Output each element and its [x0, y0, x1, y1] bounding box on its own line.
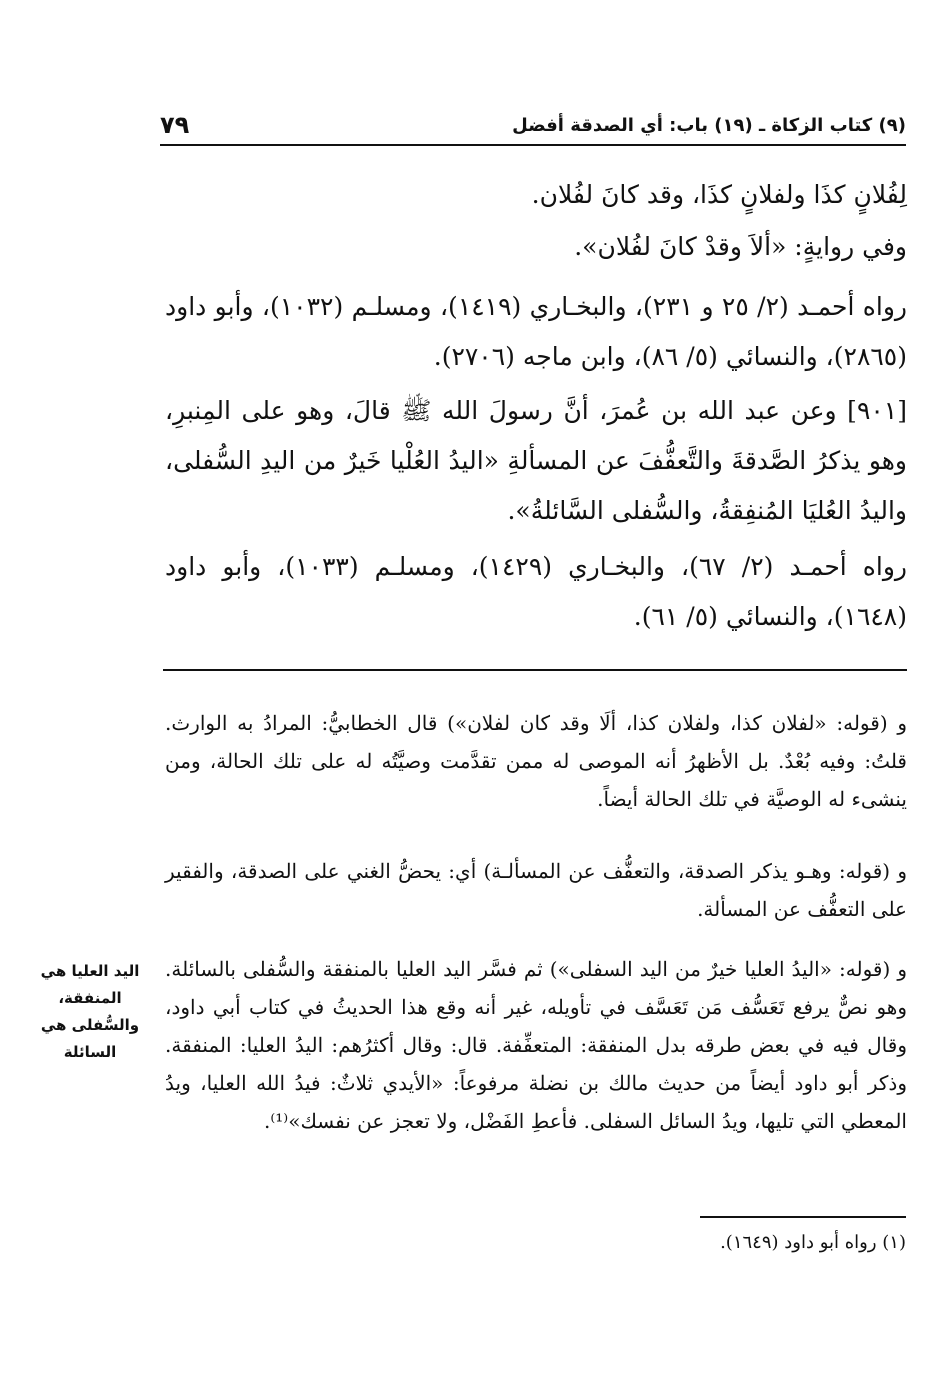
hadith-sources-900: رواه أحمـد (٢/ ٢٥ و ٢٣١)، والبخـاري (١٤١٩)، ومسلـم (١٠٣٢)، وأبو داود (٢٨٦٥)، والنسائي (٥/ ٨٦)، وابن ماجه (٢٧٠٦).	[165, 292, 907, 371]
hadith-variant-narration: وفي روايةٍ: «ألاَ وقدْ كانَ لفُلان».	[574, 232, 907, 261]
commentary-paragraph: و (قوله: وهـو يذكر الصدقة، والتعفُّف عن المسألـة) أي: يحضُّ الغني على الصدقة، والفقير على التعفُّف عن المسألة.	[165, 859, 907, 921]
hadith-901-text: [٩٠١] وعن عبد الله بن عُمرَ، أنَّ رسولَ الله ﷺ قالَ، وهو على المِنبرِ، وهو يذكرُ الصَّدقةَ والتَّعفُّفَ عن المسألةِ «اليدُ العُلْيا خَيرٌ من اليدِ السُّفلى، واليدُ العُليَا المُنفِقةُ، والسُّفلى السَّائلةُ».	[165, 396, 907, 525]
margin-note: اليد العليا هي المنفقة، والسُّفلى هي السائلة	[40, 962, 140, 1061]
page-number: ٧٩	[160, 111, 190, 139]
header-rule	[160, 144, 906, 146]
commentary-paragraph: و (قوله: «لفلان كذا، ولفلان كذا، ألَا وقد كان لفلان») قال الخطابيُّ: المرادُ به الوارث. قلتُ: وفيه بُعْدٌ. بل الأظهرُ أنه الموصى له ممن تقدَّمت وصيَّتُه له على تلك الحالة، ومن ينشىء له الوصيَّة في تلك الحالة أيضاً.	[165, 711, 907, 811]
commentary-separator	[163, 669, 907, 671]
running-head: (٩) كتاب الزكاة ـ (١٩) باب: أي الصدقة أفضل	[512, 114, 906, 136]
footnote: (١) رواه أبو داود (١٦٤٩).	[720, 1232, 906, 1253]
hadith-continuation: لِفُلانٍ كذَا ولفلانٍ كذَا، وقد كانَ لفُلان.	[531, 180, 907, 209]
hadith-sources-901: رواه أحمـد (٢/ ٦٧)، والبخـاري (١٤٢٩)، ومسلـم (١٠٣٣)، وأبو داود (١٦٤٨)، والنسائي (٥/ ٦١).	[165, 552, 907, 631]
footnote-rule	[700, 1216, 906, 1218]
page-header	[160, 108, 906, 142]
commentary-paragraph: و (قوله: «اليدُ العليا خيرٌ من اليد السفلى») ثم فسَّر اليد العليا بالمنفقة والسُّفلى بالسائلة. وهو نصٌّ يرفع تَعَسُّف مَن تَعَسَّف في تأويله، غير أنه وقع هذا الحديثُ في كتاب أبي داود، وقال فيه في بعض طرقه بدل المنفقة: المتعفِّفة. قال: وقال أكثرُهم: اليدُ العليا: المنفقة. وذكر أبو داود أيضاً من حديث مالك بن نضلة مرفوعاً: «الأيدي ثلاثٌ: فيدُ الله العليا، ويدُ المعطي التي تليها، ويدُ السائل السفلى. فأعطِ الفَضْل، ولا تعجز عن نفسك»⁽¹⁾.	[165, 957, 907, 1133]
